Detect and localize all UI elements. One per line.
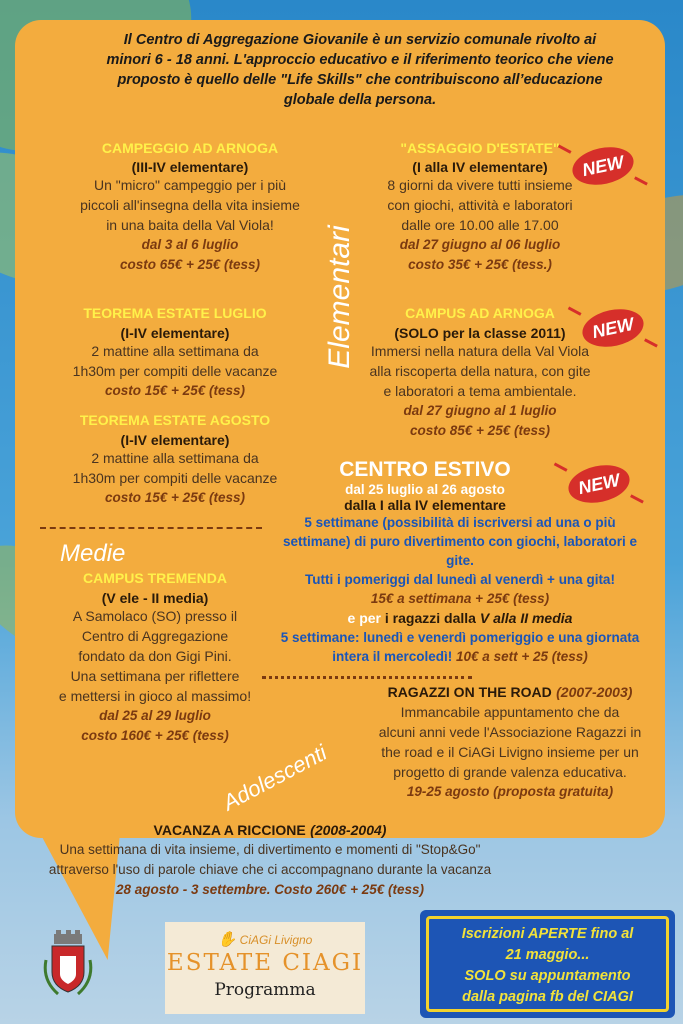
riccione-block [20,822,520,900]
campus-tremenda-title: CAMPUS TREMENDA [83,570,227,586]
estate-ciagi-logo [165,922,365,1014]
campus-tremenda-sub: (V ele - II media) [101,590,209,606]
teorema-luglio-line: 1h30m per compiti delle vacanze [72,363,278,379]
campeggio-block [40,140,340,275]
riccione-line: attraverso l'uso di parole chiave che ci accompagnano durante la vacanza [48,862,492,877]
assaggio-line: dalle ore 10.00 alle 17.00 [401,217,559,233]
campus-arnoga-line: e laboratori a tema ambientale. [383,383,577,399]
registration-line: SOLO su appuntamento [464,968,631,984]
assaggio-dates: dal 27 giugno al 06 luglio [399,237,561,252]
registration-line: dalla pagina fb del CIAGI [462,989,633,1005]
teorema-luglio-sub: (I-IV elementare) [120,325,230,341]
hand-icon: ✋ [217,931,237,948]
adolescenti-label: Adolescenti [218,739,331,816]
logo-brand-row [165,930,365,948]
teorema-luglio-block [30,305,320,401]
campus-arnoga-sub: (SOLO per la classe 2011) [394,325,566,341]
registration-line: Iscrizioni APERTE fino al [461,926,634,942]
teorema-agosto-line: 1h30m per compiti delle vacanze [72,470,278,486]
elementari-label: Elementari [323,225,356,369]
new-badge: NEW [569,142,637,190]
separator [262,676,472,679]
campeggio-line: Un "micro" campeggio per i più [93,177,287,193]
centro-estivo-info-afternoons: Tutti i pomeriggi dal lunedì al venerdì + una gita! [305,572,615,587]
campus-arnoga-dates: dal 27 giugno al 1 luglio [403,403,557,418]
logo-brand: CiAGi Livigno [239,933,313,947]
riccione-dates: 28 agosto - 3 settembre. Costo 260€ + 25€ (tess) [115,882,424,897]
campus-tremenda-line: fondato da don Gigi Pini. [78,648,232,664]
assaggio-cost: costo 35€ + 25€ (tess.) [408,257,552,272]
campus-tremenda-cost: costo 160€ + 25€ (tess) [81,728,229,743]
intro-text: Il Centro di Aggregazione Giovanile è un servizio comunale rivolto ai minori 6 - 18 anni. L'approccio educativo e il riferimento teorico che viene proposto è quello delle "Life Skills" che contribuiscono all’educazione globale della persona. [106,32,614,108]
campus-arnoga-block [355,305,605,441]
campus-tremenda-dates: dal 25 al 29 luglio [99,708,211,723]
road-block [355,684,665,802]
campeggio-line: piccoli all'insegna della vita insieme [80,197,300,213]
campeggio-dates: dal 3 al 6 luglio [141,237,239,252]
assaggio-sub: (I alla IV elementare) [412,159,548,175]
registration-line: 21 maggio... [505,947,590,963]
campus-tremenda-line: Centro di Aggregazione [81,628,229,644]
campus-tremenda-line: Una settimana per riflettere [70,668,240,684]
teorema-luglio-title: TEOREMA ESTATE LUGLIO [83,305,267,321]
road-dates: 19-25 agosto (proposta gratuita) [406,784,614,799]
campeggio-title: CAMPEGGIO AD ARNOGA [101,140,279,156]
centro-estivo-sub: dalla I alla IV elementare [344,497,506,513]
riccione-line: Una settimana di vita insieme, di divertimento e momenti di "Stop&Go" [59,842,481,857]
centro-estivo-ragazzi: e per i ragazzi dalla V alla II media [347,610,573,626]
teorema-agosto-title: TEOREMA ESTATE AGOSTO [79,412,271,428]
assaggio-block [345,140,615,275]
campus-tremenda-line: e mettersi in gioco al massimo! [58,688,252,704]
campeggio-line: in una baita della Val Viola! [106,217,274,233]
municipal-crest-icon [42,930,94,1000]
teorema-luglio-line: 2 mattine alla settimana da [91,343,259,359]
road-line: alcuni anni vede l'Associazione Ragazzi in [378,724,642,740]
road-line: progetto di grande valenza educativa. [393,764,627,780]
campus-tremenda-line: A Samolaco (SO) presso il [72,608,238,624]
road-heading: RAGAZZI ON THE ROAD (2007-2003) [387,684,633,700]
campus-arnoga-line: alla riscoperta della natura, con gite [369,363,591,379]
registration-box [420,910,675,1018]
campeggio-sub: (III-IV elementare) [131,159,249,175]
registration-text [420,924,675,1008]
logo-title: ESTATE CIAGI [166,950,364,976]
centro-estivo-title: CENTRO ESTIVO [339,458,511,481]
centro-estivo-dates: dal 25 luglio al 26 agosto [345,482,505,497]
riccione-heading: VACANZA A RICCIONE (2008-2004) [153,822,387,838]
separator [40,527,262,529]
teorema-luglio-cost: costo 15€ + 25€ (tess) [105,383,245,398]
logo-subtitle: Programma [214,980,316,1000]
road-line: Immancabile appuntamento che da [400,704,620,720]
medie-label: Medie [60,540,126,567]
assaggio-title: "ASSAGGIO D'ESTATE" [400,140,560,156]
campus-tremenda-block [35,570,275,746]
assaggio-line: 8 giorni da vivere tutti insieme [387,177,573,193]
teorema-agosto-cost: costo 15€ + 25€ (tess) [105,490,245,505]
centro-estivo-info: 5 settimane (possibilità di iscriversi ad una o più settimane) di puro divertimento con giochi, laboratori e gite. [282,515,638,568]
teorema-agosto-line: 2 mattine alla settimana da [91,450,259,466]
campus-arnoga-line: Immersi nella natura della Val Viola [370,343,590,359]
campus-arnoga-cost: costo 85€ + 25€ (tess) [410,423,550,438]
centro-estivo-cost: 15€ a settimana + 25€ (tess) [370,591,550,606]
new-badge: NEW [579,304,647,352]
teorema-agosto-sub: (I-IV elementare) [120,432,230,448]
campeggio-cost: costo 65€ + 25€ (tess) [120,257,260,272]
assaggio-line: con giochi, attività e laboratori [387,197,573,213]
centro-estivo-medie-info: 5 settimane: lunedì e venerdì pomeriggio e una giornata intera il mercoledì! 10€ a sett + 25 (tess) [280,630,640,664]
new-badge: NEW [565,460,633,508]
campus-arnoga-title: CAMPUS AD ARNOGA [405,305,555,321]
road-line: the road e il CiAGi Livigno insieme per un [381,744,639,760]
